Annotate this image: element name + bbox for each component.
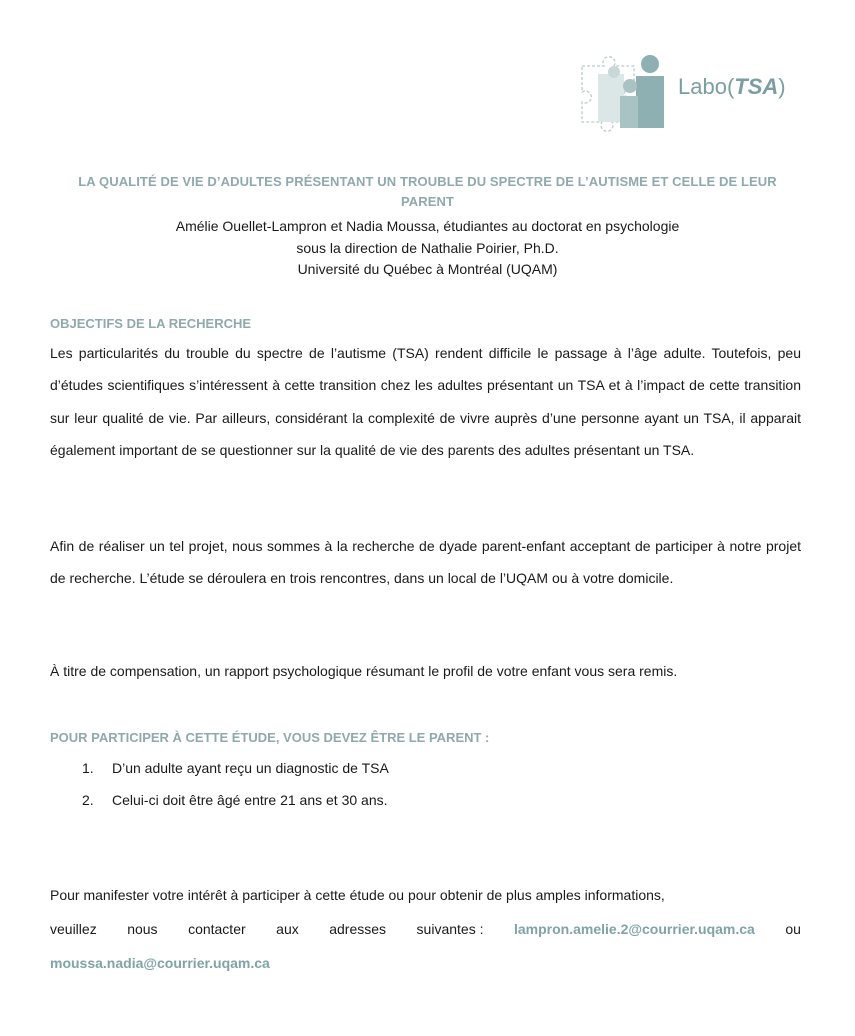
university-line: Université du Québec à Montréal (UQAM) [297, 261, 558, 277]
list-item-number: 1. [82, 760, 94, 776]
title-line-1: LA QUALITÉ DE VIE D’ADULTES PRÉSENTANT UN TROUBLE DU SPECTRE DE L’AUTISME ET CELLE DE LEUR [78, 174, 777, 189]
labo-tsa-logo [570, 52, 810, 132]
authors-line: Amélie Ouellet-Lampron et Nadia Moussa, étudiantes au doctorat en psychologie [175, 218, 680, 234]
document-title [40, 172, 815, 212]
puzzle-people-icon [570, 52, 680, 132]
eligibility-list [50, 752, 750, 816]
list-item [50, 752, 750, 784]
direction-line: sous la direction de Nathalie Poirier, Ph.D. [296, 240, 559, 256]
list-item-number: 2. [82, 792, 94, 808]
list-item [50, 784, 750, 816]
title-line-2: PARENT [400, 194, 455, 209]
contact-intro-text: Pour manifester votre intérêt à participer à cette étude ou pour obtenir de plus amples informations, [50, 887, 665, 903]
contact-word: suivantes : [416, 921, 484, 937]
contact-line-3 [50, 946, 801, 980]
contact-connector: ou [785, 921, 801, 937]
logo-wordmark: Labo(TSA) [678, 74, 786, 99]
email-link-amelie[interactable]: lampron.amelie.2@courrier.uqam.ca [513, 921, 755, 937]
objectives-heading: OBJECTIFS DE LA RECHERCHE [50, 316, 252, 331]
email-link-nadia[interactable]: moussa.nadia@courrier.uqam.ca [50, 955, 270, 971]
contact-word: aux [276, 921, 299, 937]
objectives-paragraph-1: Les particularités du trouble du spectre de l’autisme (TSA) rendent difficile le passage à l’âge adulte. Toutefois, peu d’études scientifiques s’intéressent à cette transition chez les adultes présentant un TSA et à l’impact de cette transition sur leur qualité de vie. Par ailleurs, considérant la complexité de vivre auprès d’une personne ayant un TSA, il apparait également important de se questionner sur la qualité de vie des parents des adultes présentant un TSA. [50, 345, 801, 459]
objectives-paragraph-3: À titre de compensation, un rapport psychologique résumant le profil de votre enfant vous sera remis. [50, 663, 678, 679]
contact-word: veuillez [50, 921, 97, 937]
list-item-text: Celui-ci doit être âgé entre 21 ans et 30 ans. [112, 792, 388, 808]
eligibility-heading: POUR PARTICIPER À CETTE ÉTUDE, VOUS DEVEZ ÊTRE LE PARENT : [50, 730, 490, 745]
contact-line-2 [50, 912, 801, 946]
contact-word: contacter [188, 921, 246, 937]
contact-word: adresses [329, 921, 387, 937]
contact-section [50, 878, 801, 980]
objectives-paragraph-2: Afin de réaliser un tel projet, nous sommes à la recherche de dyade parent-enfant acceptant de participer à notre projet de recherche. L’étude se déroulera en trois rencontres, dans un local de l’UQAM ou à votre domicile. [50, 538, 801, 587]
contact-word: nous [127, 921, 158, 937]
list-item-text: D’un adulte ayant reçu un diagnostic de TSA [112, 760, 389, 776]
contact-line-1 [50, 878, 801, 912]
